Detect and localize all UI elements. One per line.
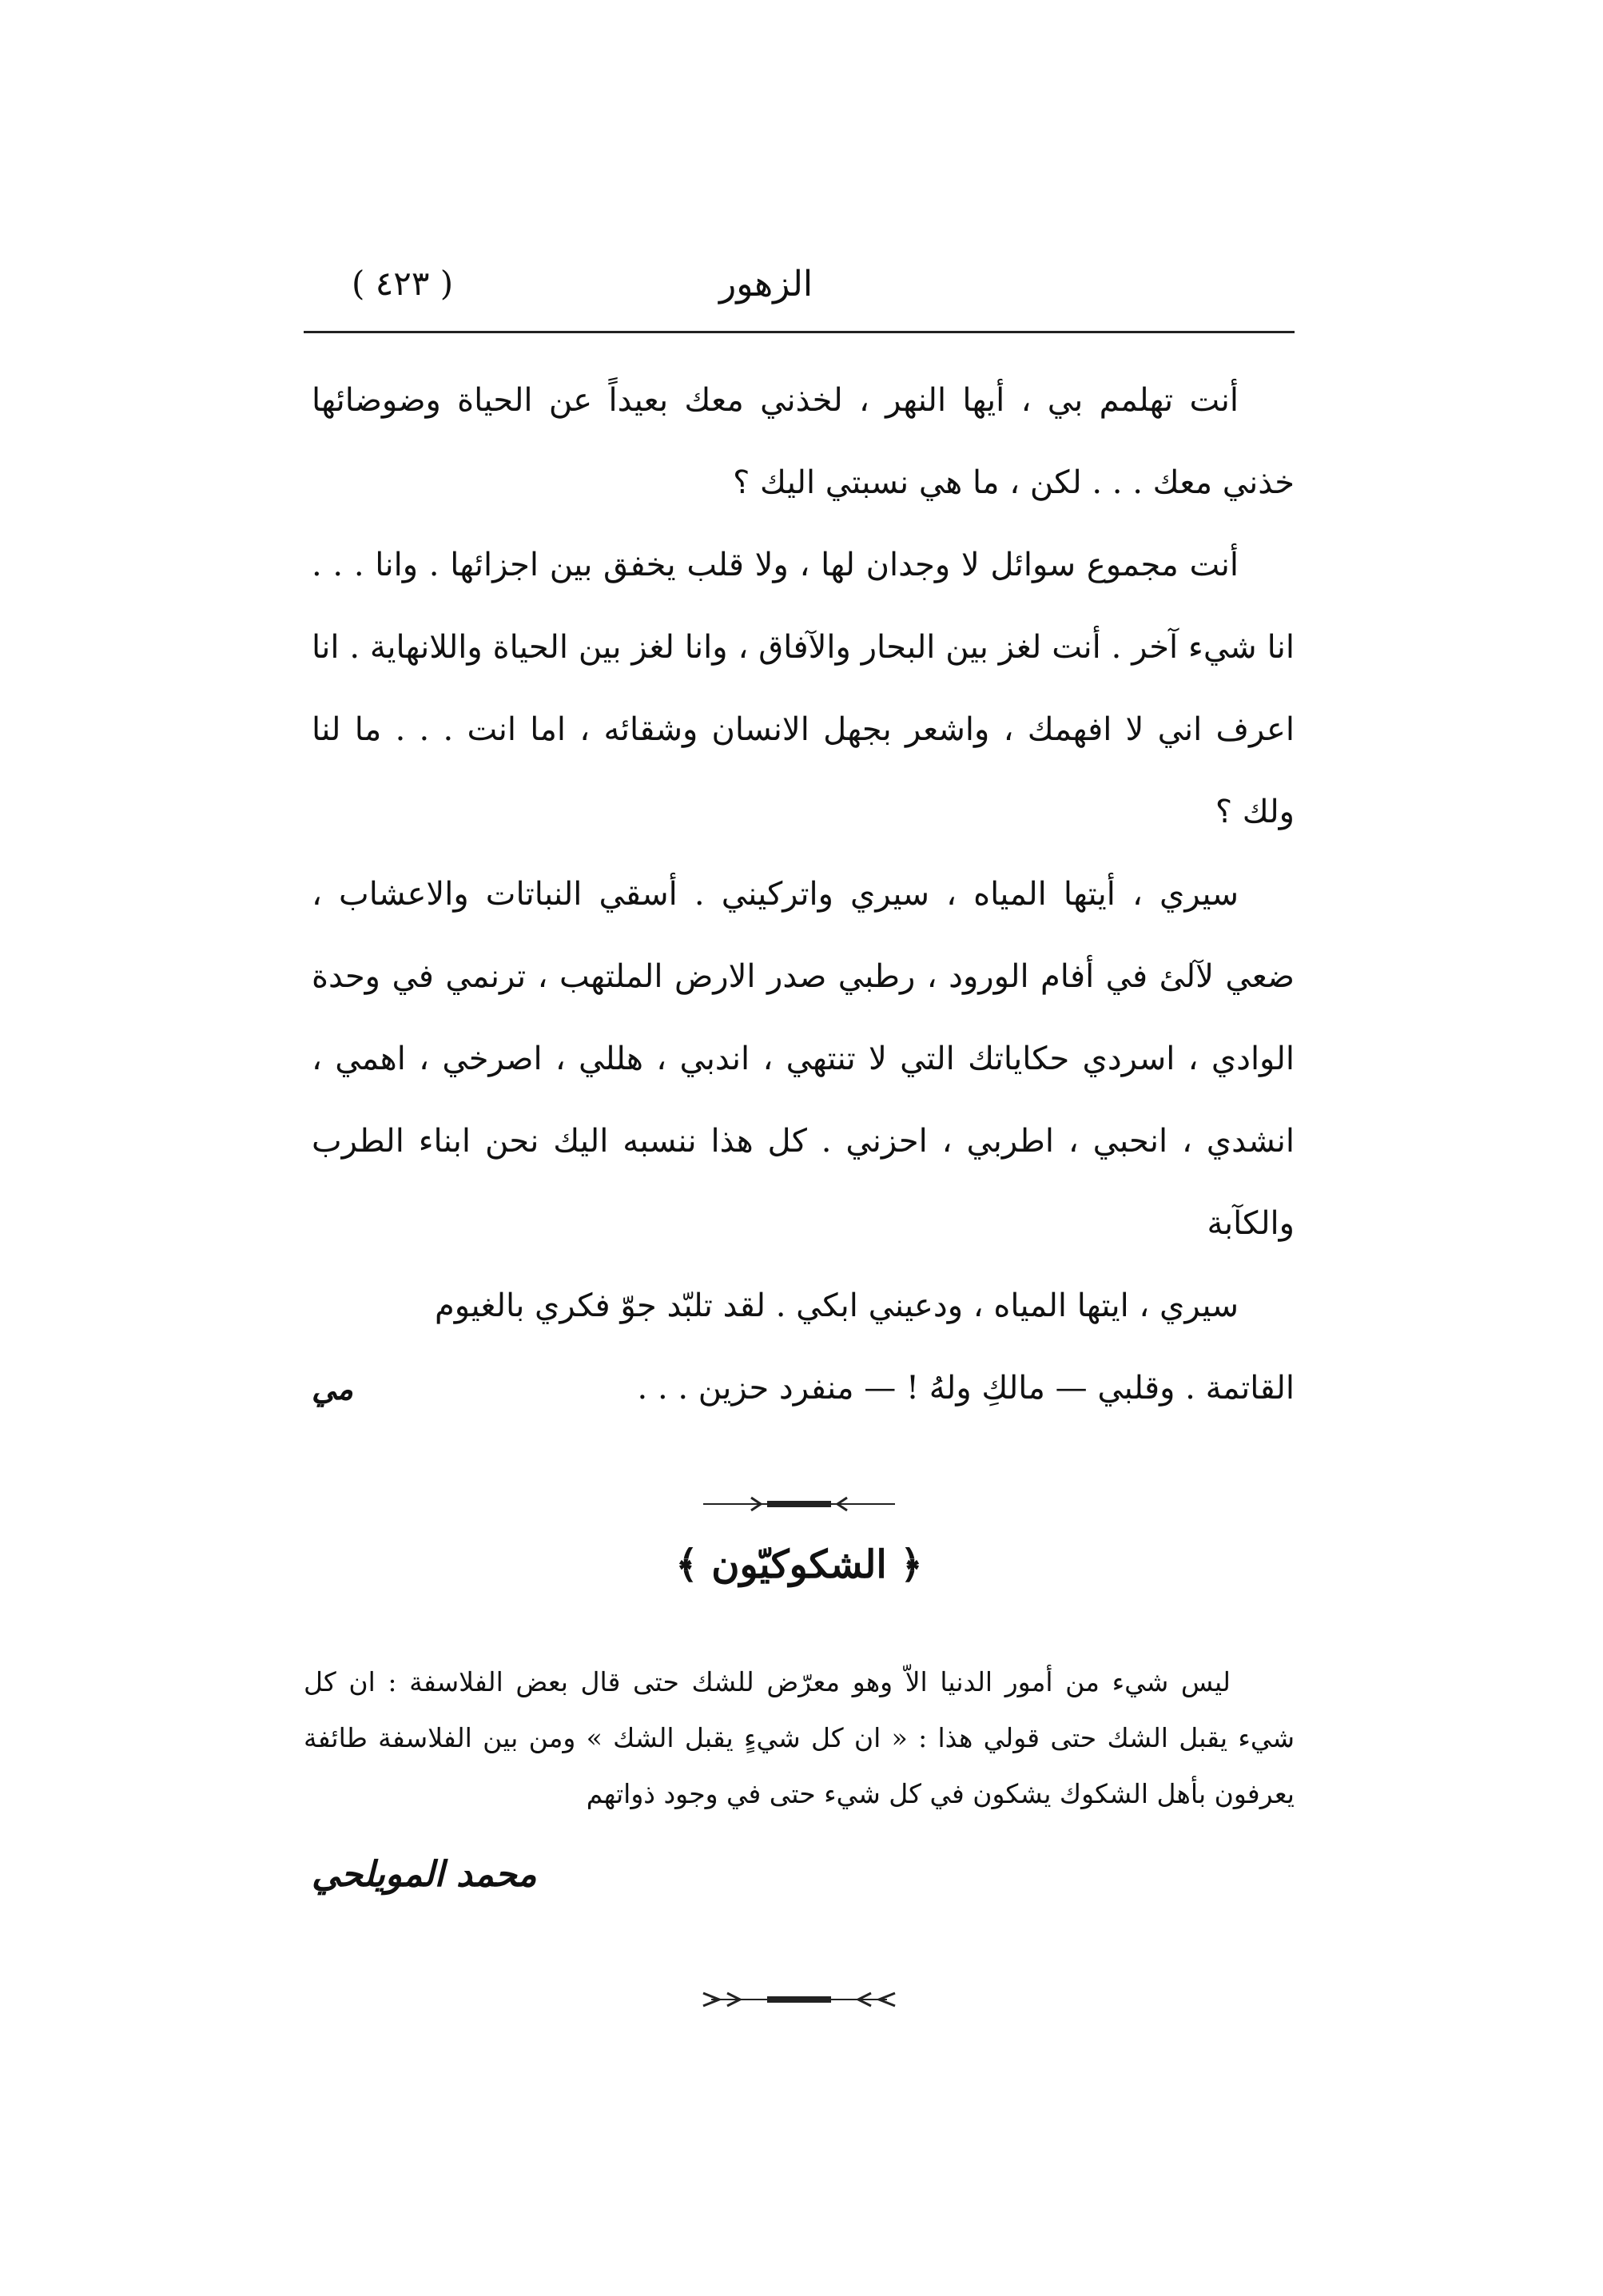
ornament-divider-icon xyxy=(695,1990,903,2009)
text-line: اهمي ، انشدي ، انحبي ، اطربي ، احزني . كل هذا ننسبه اليك نحن xyxy=(312,1041,1295,1160)
page-number: ( ٤٢٣ ) xyxy=(352,264,454,303)
paragraph-2 xyxy=(312,524,1295,854)
paragraph-4 xyxy=(312,1265,1295,1347)
ornament-divider xyxy=(695,1990,903,2009)
text-line: اما انت . . . ما لنا ولك ؟ xyxy=(312,711,1295,830)
text-line: خذني معك . . . لكن ، ما هي نسبتي اليك ؟ xyxy=(733,464,1295,501)
section-paragraph: ليس شيء من أمور الدنيا الاّ وهو معرّض للشك حتى قال بعض الفلاسفة : ان كل شيء يقبل الشك حتى قولي هذا : « ان كل شيءٍ يقبل الشك » ومن بين الفلاسفة طائفة يعرفون بأهل الشكوك يشكون في كل شيء حتى في وجود ذواتهم xyxy=(304,1666,1295,1809)
text-line: أنت مجموع سوائل لا وجدان لها ، ولا قلب يخفق بين اجزائها . xyxy=(428,547,1239,583)
ornament-divider xyxy=(703,1494,895,1514)
running-title: الزهور xyxy=(719,264,813,304)
text-line: الحياة واللانهاية . انا اعرف اني لا افهمك ، واشعر بجهل الانسان وشقائه ، xyxy=(312,629,1295,748)
text-line: ابناء الطرب والكآبة xyxy=(312,1123,1295,1242)
paragraph-4-last-line xyxy=(312,1347,1295,1430)
text-line: سيري ، أيتها المياه ، سيري واتركيني . أسقي النباتات والاعشاب ، xyxy=(312,876,1239,913)
text-line: ضعي لآلئ في أفام الورود ، رطبي صدر الارض الملتهب ، ترنمي في وحدة xyxy=(312,958,1295,995)
paragraph-1 xyxy=(312,360,1295,524)
section-body xyxy=(304,1654,1295,1822)
section-title: ﴿ الشكوكيّون ﴾ xyxy=(675,1542,923,1587)
text-line: الوادي ، اسردي حكاياتك التي لا تنتهي ، اندبي ، هللي ، اصرخي ، xyxy=(419,1041,1295,1077)
book-page xyxy=(304,248,1295,2102)
author-signature: محمد المويلحي xyxy=(312,1854,537,1895)
ornament-divider-icon xyxy=(703,1494,895,1514)
page-header xyxy=(304,248,1295,336)
text-line: سيري ، ايتها المياه ، ودعيني ابكي . لقد تلبّد جوّ فكري بالغيوم xyxy=(435,1287,1239,1324)
text-line: أنت تهلمم بي ، أيها النهر ، لخذني معك بعيداً عن الحياة وضوضائها xyxy=(312,382,1239,419)
prose-poem xyxy=(312,360,1295,1430)
paragraph-3 xyxy=(312,854,1295,1265)
header-rule xyxy=(304,331,1295,333)
text-line: وانا . . . انا شيء آخر . أنت لغز بين البحار والآفاق ، وانا لغز بين xyxy=(312,547,1295,666)
author-initial: مي xyxy=(312,1371,354,1407)
text-line: القاتمة . وقلبي — مالكِ ولهُ ! — منفرد حزين . . . xyxy=(637,1370,1295,1407)
